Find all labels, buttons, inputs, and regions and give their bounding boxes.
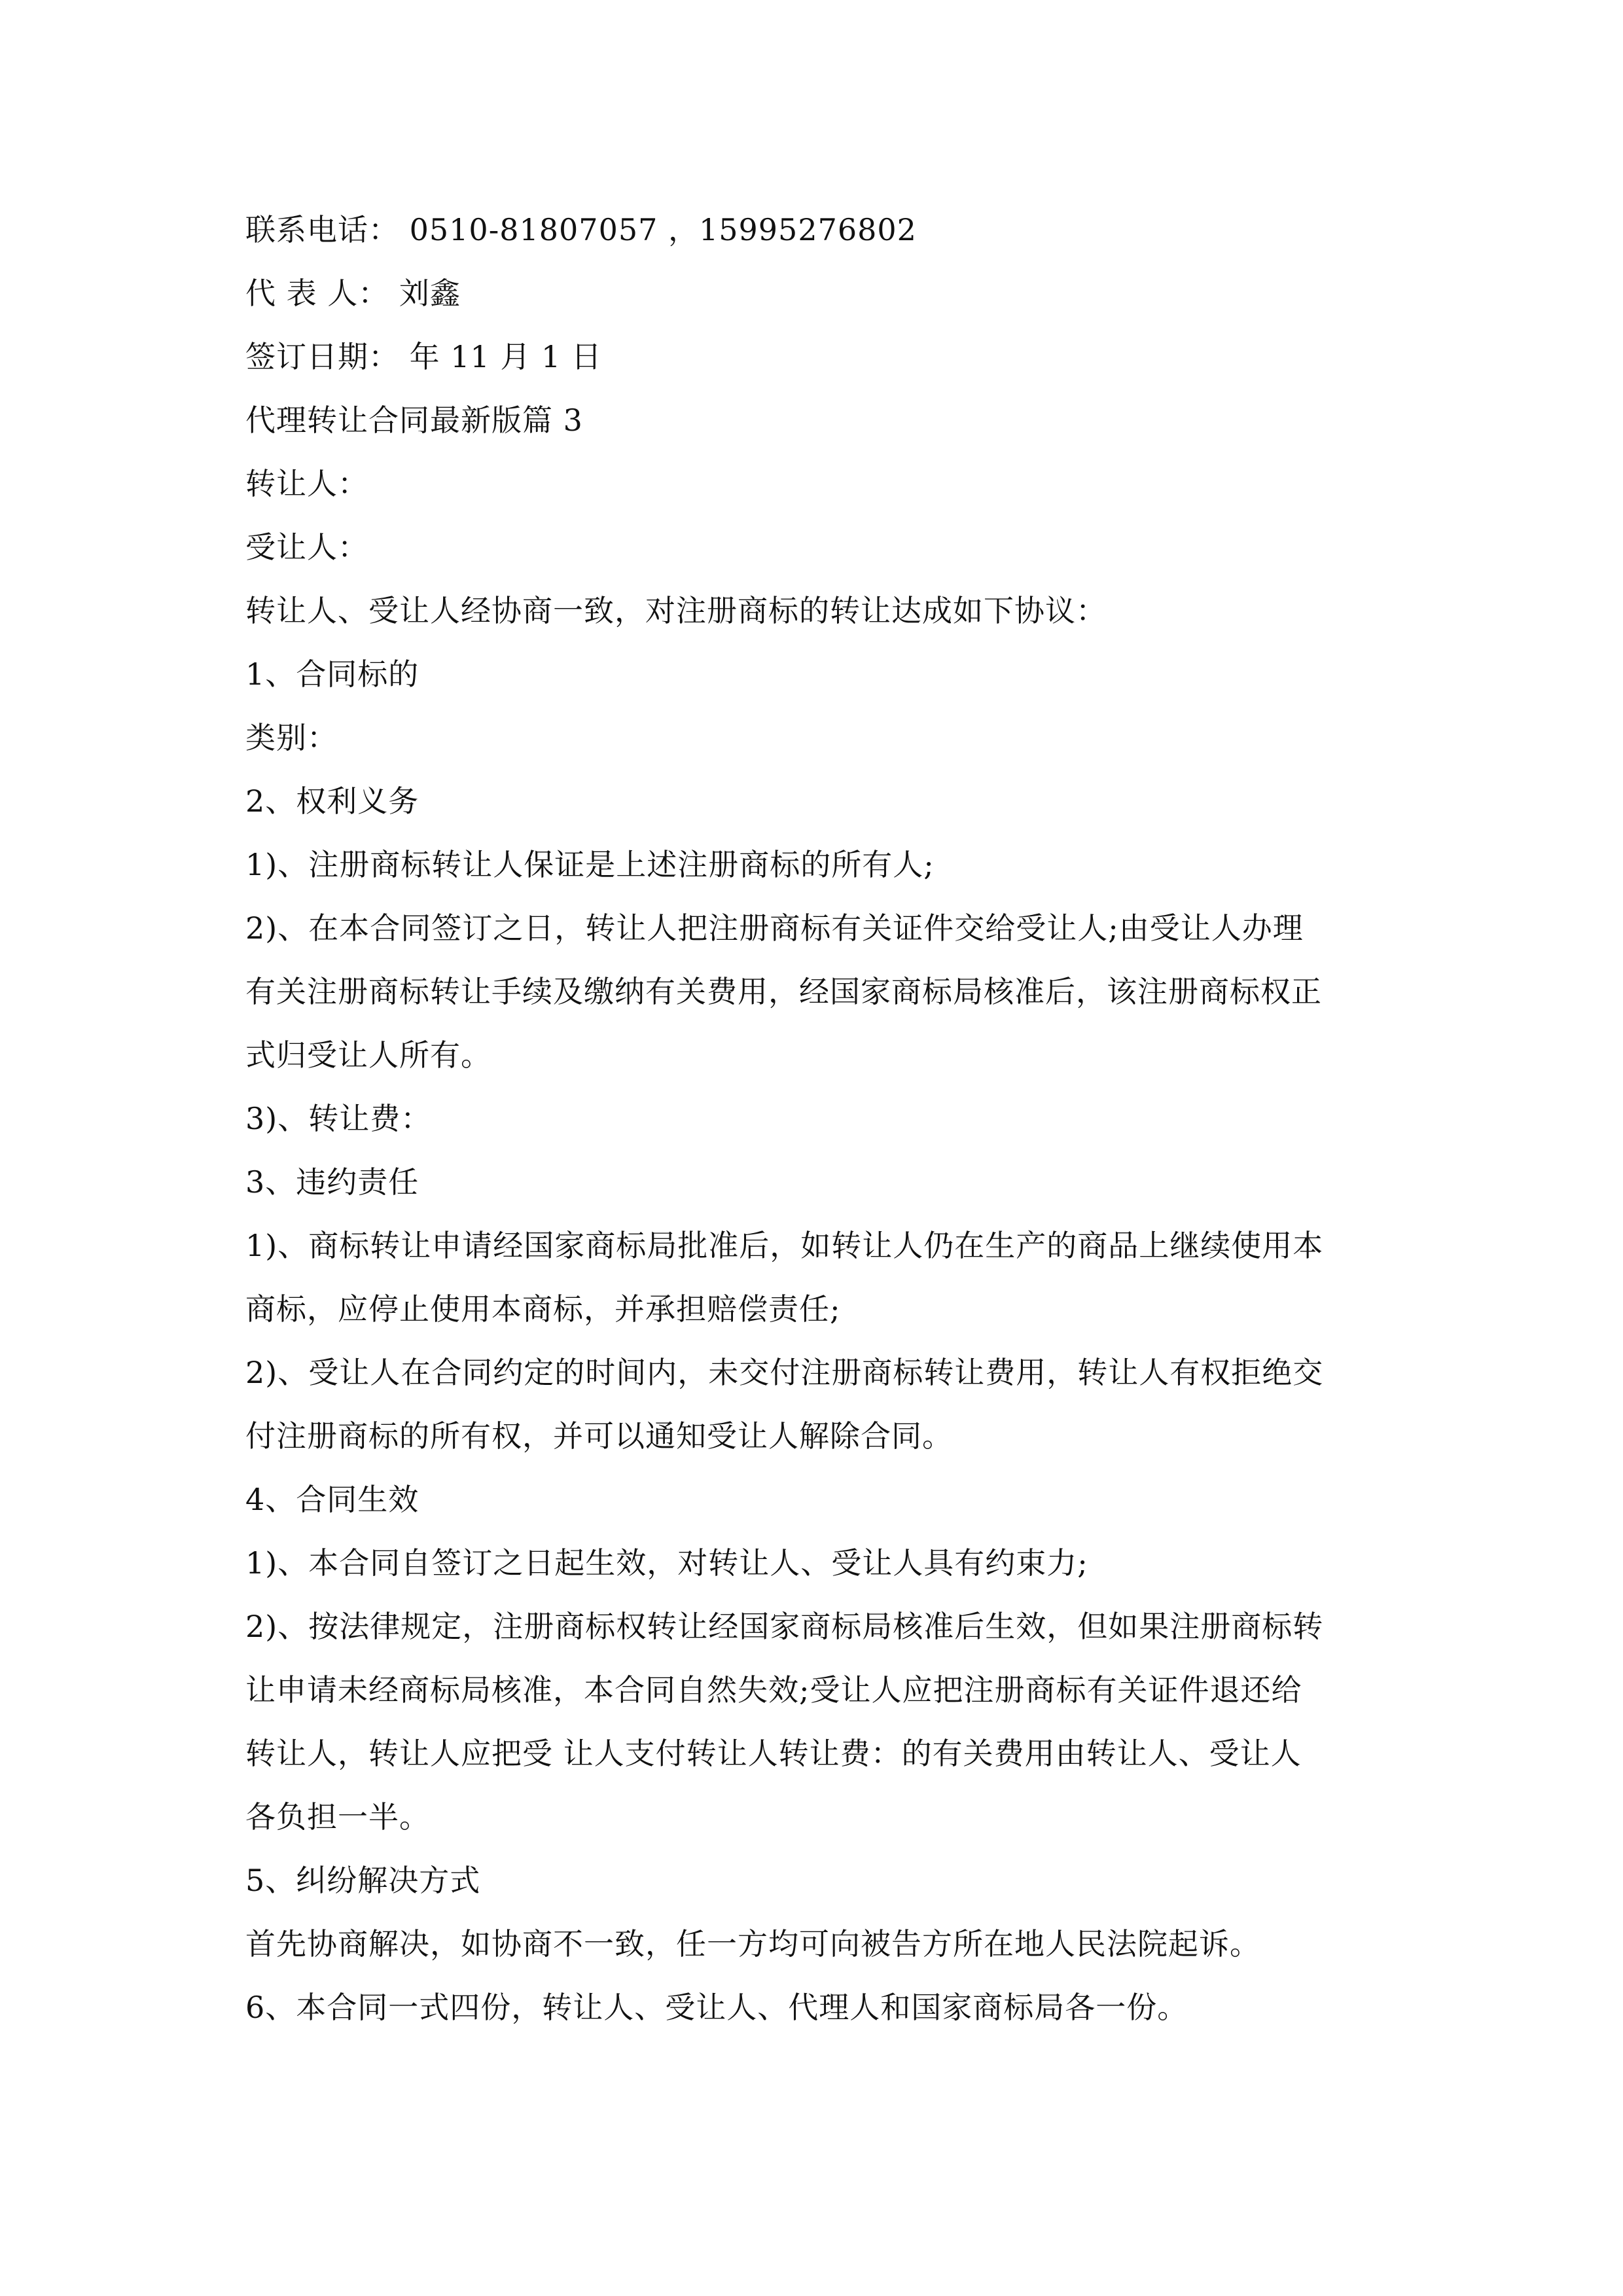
text-line: 2)、按法律规定，注册商标权转让经国家商标局核准后生效，但如果注册商标转	[245, 1609, 1324, 1644]
clause-heading-5: 5、纠纷解决方式	[245, 1863, 481, 1898]
clause-heading-1: 1、合同标的	[245, 656, 419, 692]
contact-phone-line: 联系电话： 0510-81807057 ，15995276802	[245, 212, 917, 247]
clause-heading-4: 4、合同生效	[245, 1482, 419, 1517]
clause-heading-3: 3、违约责任	[245, 1164, 419, 1200]
clause-heading-6: 6、本合同一式四份，转让人、受让人、代理人和国家商标局各一份。	[245, 1990, 1188, 2025]
text-line: 商标，应停止使用本商标，并承担赔偿责任;	[245, 1291, 841, 1327]
text-line: 式归受让人所有。	[245, 1037, 491, 1073]
text-line: 1)、本合同自签订之日起生效，对转让人、受让人具有约束力;	[245, 1545, 1088, 1581]
category-line: 类别：	[245, 720, 338, 755]
representative-line: 代 表 人： 刘鑫	[245, 276, 461, 311]
document-body	[245, 198, 1384, 2039]
text-line: 付注册商标的所有权，并可以通知受让人解除合同。	[245, 1418, 953, 1454]
text-line: 1)、商标转让申请经国家商标局批准后，如转让人仍在生产的商品上继续使用本	[245, 1228, 1324, 1263]
text-line: 1)、注册商标转让人保证是上述注册商标的所有人;	[245, 847, 935, 882]
agreement-intro-line: 转让人、受让人经协商一致，对注册商标的转让达成如下协议：	[245, 593, 1107, 628]
signing-date-line: 签订日期： 年 11 月 1 日	[245, 339, 602, 374]
text-line: 3)、转让费：	[245, 1101, 432, 1136]
transferor-line: 转让人：	[245, 466, 368, 501]
text-line: 2)、在本合同签订之日，转让人把注册商标有关证件交给受让人;由受让人办理	[245, 910, 1304, 946]
section-heading: 代理转让合同最新版篇 3	[245, 403, 583, 438]
transferee-line: 受让人：	[245, 529, 368, 565]
text-line: 首先协商解决，如协商不一致，任一方均可向被告方所在地人民法院起诉。	[245, 1926, 1260, 1962]
text-line: 让申请未经商标局核准，本合同自然失效;受让人应把注册商标有关证件退还给	[245, 1672, 1302, 1708]
text-line: 各负担一半。	[245, 1799, 430, 1835]
text-line: 有关注册商标转让手续及缴纳有关费用，经国家商标局核准后，该注册商标权正	[245, 974, 1322, 1009]
clause-heading-2: 2、权利义务	[245, 783, 419, 819]
text-line: 转让人，转让人应把受 让人支付转让人转让费：的有关费用由转让人、受让人	[245, 1736, 1302, 1771]
text-line: 2)、受让人在合同约定的时间内，未交付注册商标转让费用，转让人有权拒绝交	[245, 1355, 1324, 1390]
